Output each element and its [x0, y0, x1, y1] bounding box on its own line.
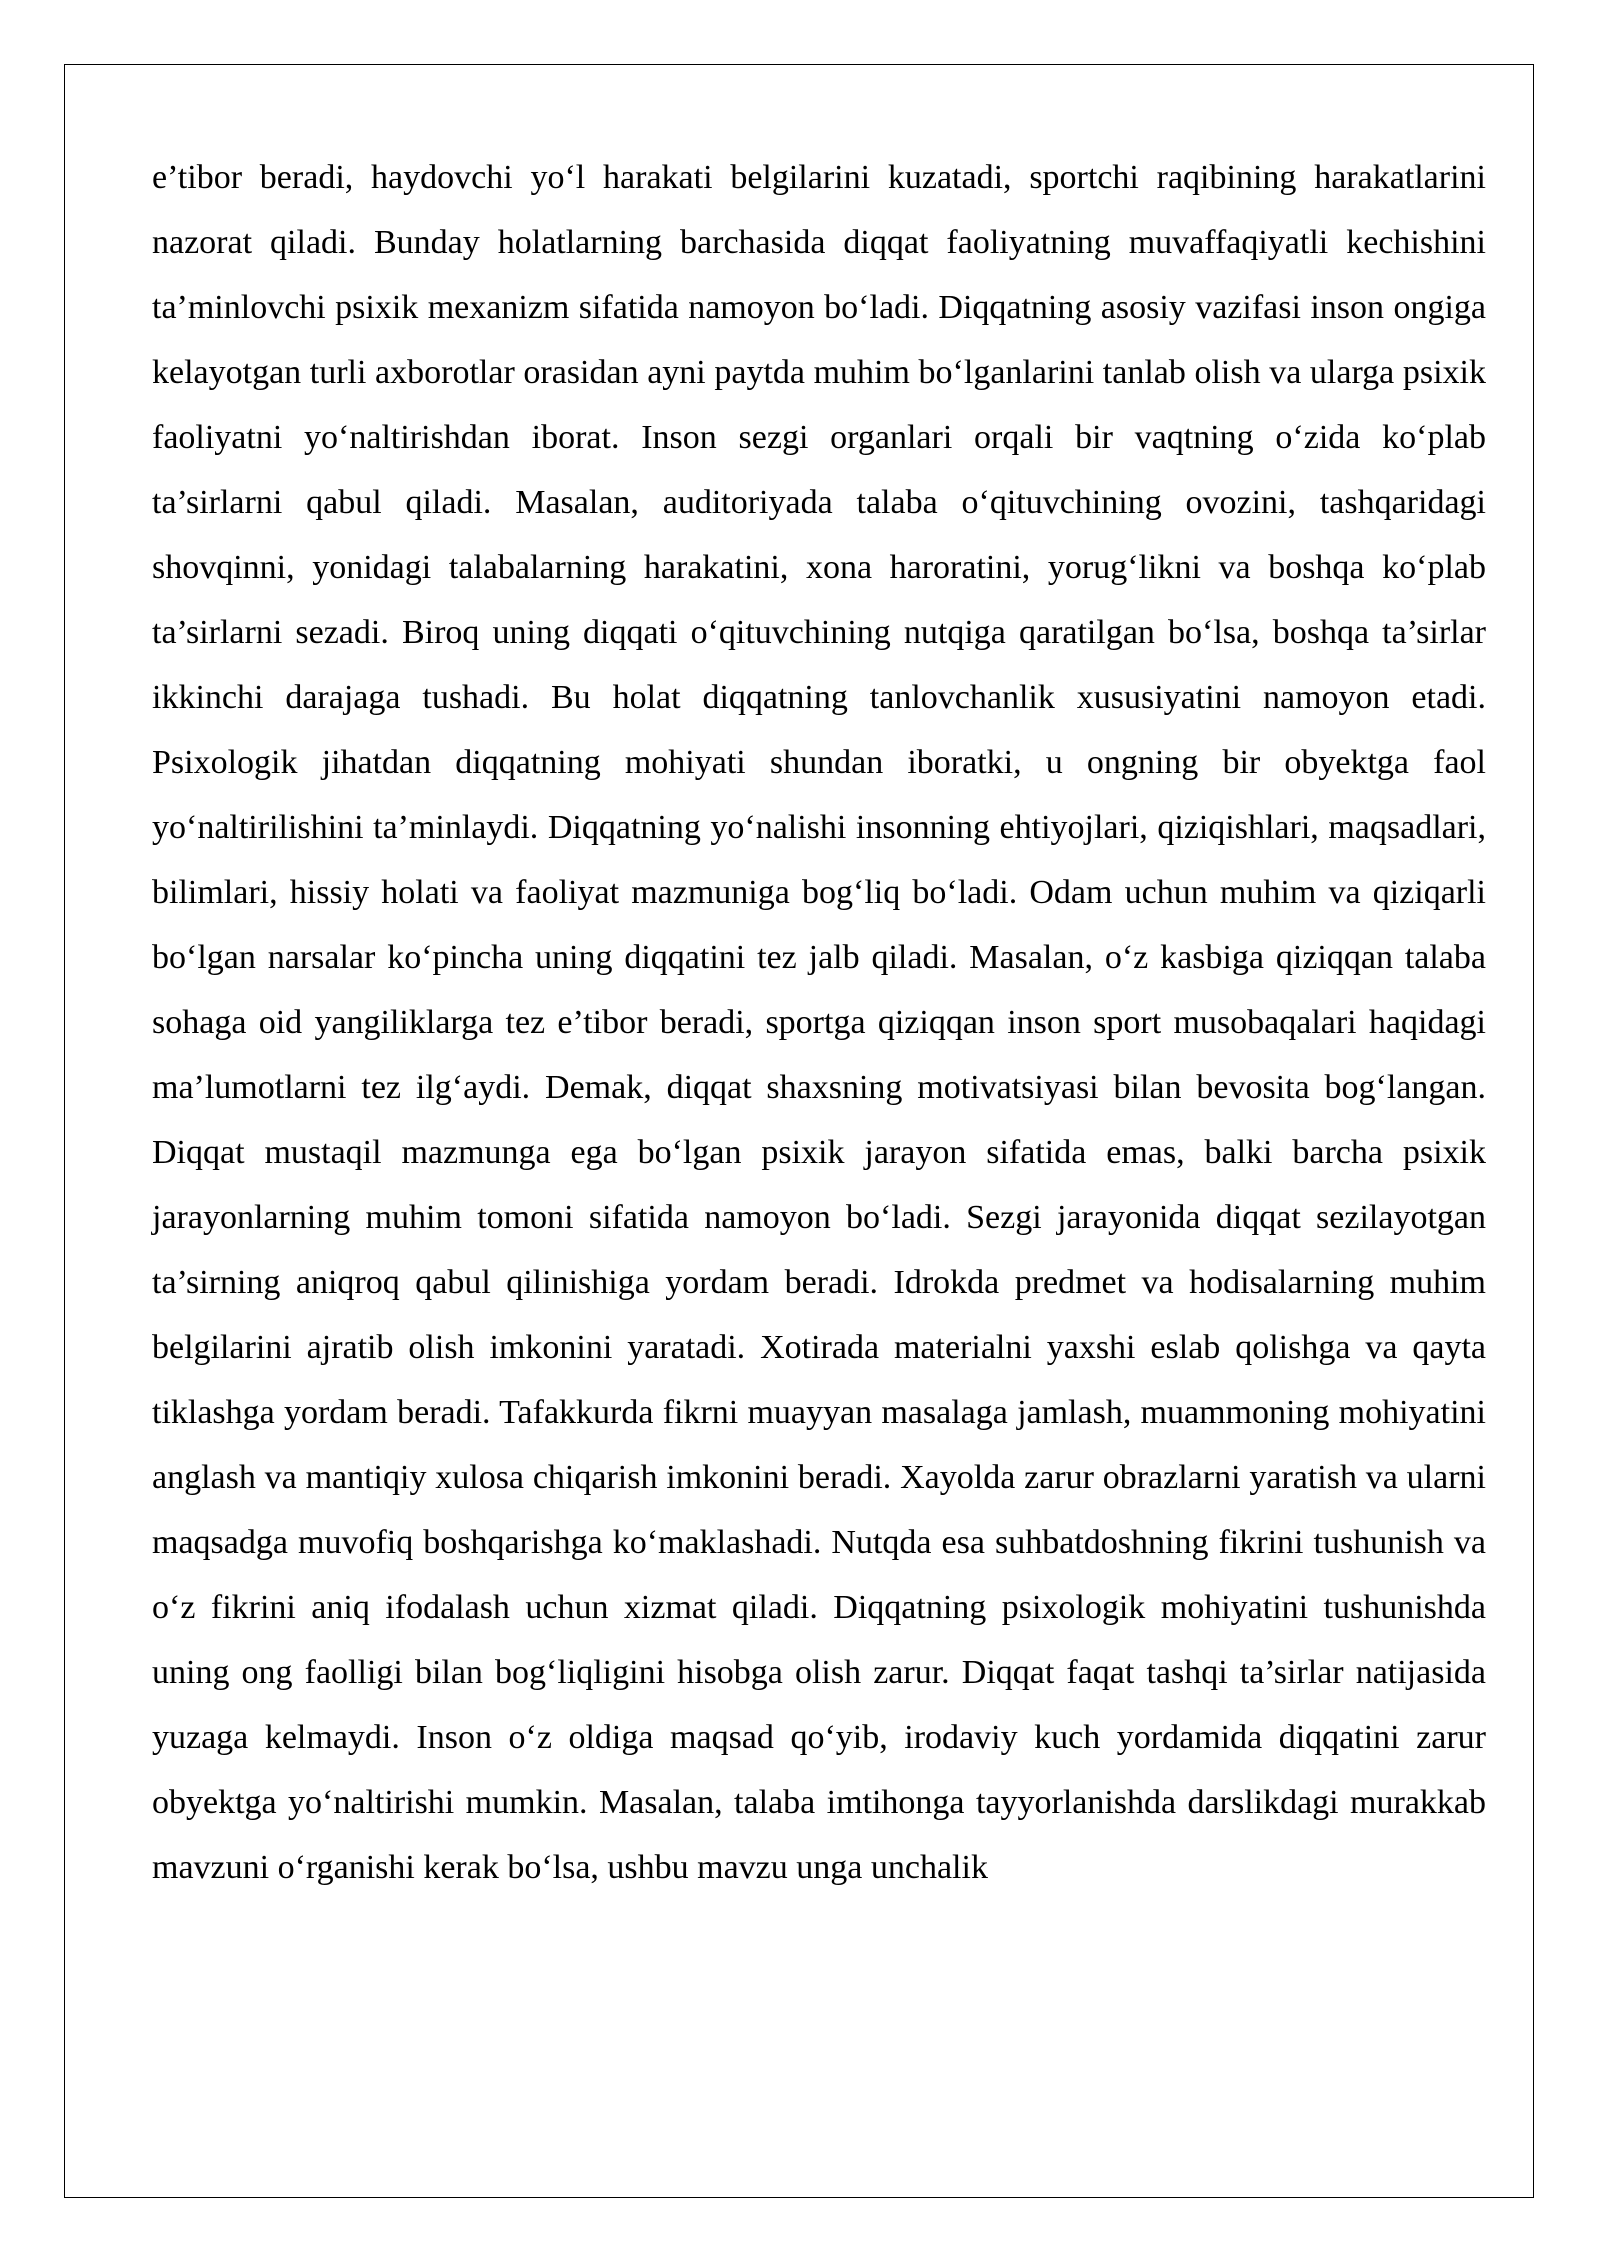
body-paragraph: e’tibor beradi, haydovchi yo‘l harakati belgilarini kuzatadi, sportchi raqibining harakatlarini nazorat qiladi. Bunday holatlarning barchasida diqqat faoliyatning muvaffaqiyatli kechishini ta’minlovchi psixik mexanizm sifatida namoyon bo‘ladi. Diqqatning asosiy vazifasi inson ongiga kelayotgan turli axborotlar orasidan ayni paytda muhim bo‘lganlarini tanlab olish va ularga psixik faoliyatni yo‘naltirishdan iborat. Inson sezgi organlari orqali bir vaqtning o‘zida ko‘plab ta’sirlarni qabul qiladi. Masalan, auditoriyada talaba o‘qituvchining ovozini, tashqaridagi shovqinni, yonidagi talabalarning harakatini, xona haroratini, yorug‘likni va boshqa ko‘plab ta’sirlarni sezadi. Biroq uning diqqati o‘qituvchining nutqiga qaratilgan bo‘lsa, boshqa ta’sirlar ikkinchi darajaga tushadi. Bu holat diqqatning tanlovchanlik xususiyatini namoyon etadi. Psixologik jihatdan diqqatning mohiyati shundan iboratki, u ongning bir obyektga faol yo‘naltirilishini ta’minlaydi. Diqqatning yo‘nalishi insonning ehtiyojlari, qiziqishlari, maqsadlari, bilimlari, hissiy holati va faoliyat mazmuniga bog‘liq bo‘ladi. Odam uchun muhim va qiziqarli bo‘lgan narsalar ko‘pincha uning diqqatini tez jalb qiladi. Masalan, o‘z kasbiga qiziqqan talaba sohaga oid yangiliklarga tez e’tibor beradi, sportga qiziqqan inson sport musobaqalari haqidagi ma’lumotlarni tez ilg‘aydi. Demak, diqqat shaxsning motivatsiyasi bilan bevosita bog‘langan. Diqqat mustaqil mazmunga ega bo‘lgan psixik jarayon sifatida emas, balki barcha psixik jarayonlarning muhim tomoni sifatida namoyon bo‘ladi. Sezgi jarayonida diqqat sezilayotgan ta’sirning aniqroq qabul qilinishiga yordam beradi. Idrokda predmet va hodisalarning muhim belgilarini ajratib olish imkonini yaratadi. Xotirada materialni yaxshi eslab qolishga va qayta tiklashga yordam beradi. Tafakkurda fikrni muayyan masalaga jamlash, muammoning mohiyatini anglash va mantiqiy xulosa chiqarish imkonini beradi. Xayolda zarur obrazlarni yaratish va ularni maqsadga muvofiq boshqarishga ko‘maklashadi. Nutqda esa suhbatdoshning fikrini tushunish va o‘z fikrini aniq ifodalash uchun xizmat qiladi. Diqqatning psixologik mohiyatini tushunishda uning ong faolligi bilan bog‘liqligini hisobga olish zarur. Diqqat faqat tashqi ta’sirlar natijasida yuzaga kelmaydi. Inson o‘z oldiga maqsad qo‘yib, irodaviy kuch yordamida diqqatini zarur obyektga yo‘naltirishi mumkin. Masalan, talaba imtihonga tayyorlanishda darslikdagi murakkab mavzuni o‘rganishi kerak bo‘lsa, ushbu mavzu unga unchalik	[152, 159, 1486, 1886]
